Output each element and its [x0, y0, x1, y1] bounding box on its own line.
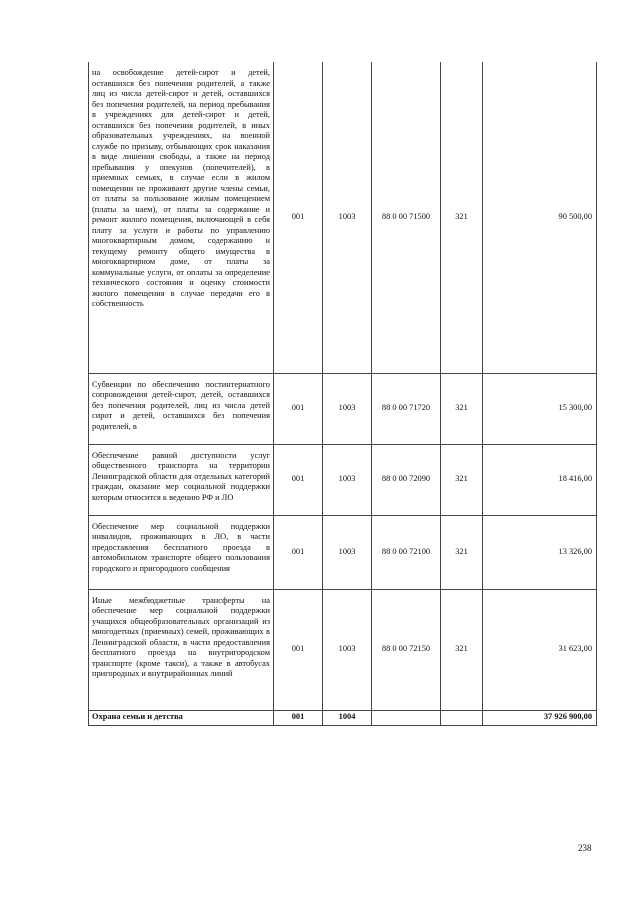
row-amount: 90 500,00	[483, 62, 597, 373]
row-description: на освобождение детей-сирот и детей, оставшихся без попечения родителей, а также лиц из числа детей-сирот и детей, оставшихся без попечения родителей, на период пребывания в учреждениях для детей-сирот и детей, оставшихся без попечения родителей, в иных образовательных учреждениях, на военной службе по призыву, отбывающих срок наказания в виде лишения свободы, а также на период пребывания у опекунов (попечителей), в приемных семьях, в случае если в жилом помещении не проживают другие члены семьи, от платы за пользование жилым помещением (платы за наем), от платы за содержание и ремонт жилого помещения, включающей в себя плату за услуги и работы по управлению многоквартирным домом, содержанию и текущему ремонту общего имущества в многоквартирном доме, от платы за коммунальные услуги, от оплаты за определение технического состояния и оценку стоимости жилого помещения в случае передачи его в собственность	[89, 62, 274, 373]
row-expense-type: 321	[441, 515, 483, 589]
row-amount: 13 326,00	[483, 515, 597, 589]
row-target-article: 88 0 00 71500	[372, 62, 441, 373]
total-description: Охрана семьи и детства	[89, 710, 274, 725]
budget-table-container	[88, 62, 596, 726]
row-admin-code: 001	[274, 515, 323, 589]
row-description: Иные межбюджетные трансферты на обеспечение мер социальной поддержки учащихся общеобразовательных организаций из многодетных (приемных) семей, проживающих в Ленинградской области, в части предоставления бесплатного проезда на внутригородском транспорте (кроме такси), а также в автобусах пригородных и внутрирайонных линий	[89, 589, 274, 710]
total-row	[89, 710, 597, 725]
row-expense-type: 321	[441, 373, 483, 444]
row-admin-code: 001	[274, 444, 323, 515]
row-description: Субвенции по обеспечению постинтернатного сопровождения детей-сирот, детей, оставшихся без попечения родителей, лиц из числа детей сирот и детей, оставшихся без попечения родителей, в	[89, 373, 274, 444]
row-description: Обеспечение мер социальной поддержки инвалидов, проживающих в ЛО, в части предоставления бесплатного проезда в автомобильном транспорте общего пользования городского и пригородного сообщения	[89, 515, 274, 589]
total-section-code: 1004	[323, 710, 372, 725]
total-amount: 37 926 900,00	[483, 710, 597, 725]
row-target-article: 88 0 00 72090	[372, 444, 441, 515]
page-number: 238	[578, 843, 592, 853]
row-section-code: 1003	[323, 444, 372, 515]
row-admin-code: 001	[274, 589, 323, 710]
table-row	[89, 589, 597, 710]
row-description: Обеспечение равной доступности услуг общественного транспорта на территории Ленинградской области для отдельных категорий граждан, оказание мер социальной поддержки которым относится к ведению РФ и ЛО	[89, 444, 274, 515]
row-target-article: 88 0 00 72150	[372, 589, 441, 710]
table-row	[89, 444, 597, 515]
row-section-code: 1003	[323, 515, 372, 589]
table-row	[89, 62, 597, 373]
row-section-code: 1003	[323, 589, 372, 710]
row-expense-type: 321	[441, 589, 483, 710]
row-expense-type: 321	[441, 444, 483, 515]
row-expense-type: 321	[441, 62, 483, 373]
table-row	[89, 373, 597, 444]
total-admin-code: 001	[274, 710, 323, 725]
row-section-code: 1003	[323, 373, 372, 444]
table-row	[89, 515, 597, 589]
row-target-article: 88 0 00 71720	[372, 373, 441, 444]
total-expense-type	[441, 710, 483, 725]
row-target-article: 88 0 00 72100	[372, 515, 441, 589]
row-amount: 15 300,00	[483, 373, 597, 444]
row-admin-code: 001	[274, 62, 323, 373]
row-amount: 18 416,00	[483, 444, 597, 515]
budget-table	[88, 62, 597, 726]
row-section-code: 1003	[323, 62, 372, 373]
total-target-article	[372, 710, 441, 725]
row-admin-code: 001	[274, 373, 323, 444]
row-amount: 31 623,00	[483, 589, 597, 710]
